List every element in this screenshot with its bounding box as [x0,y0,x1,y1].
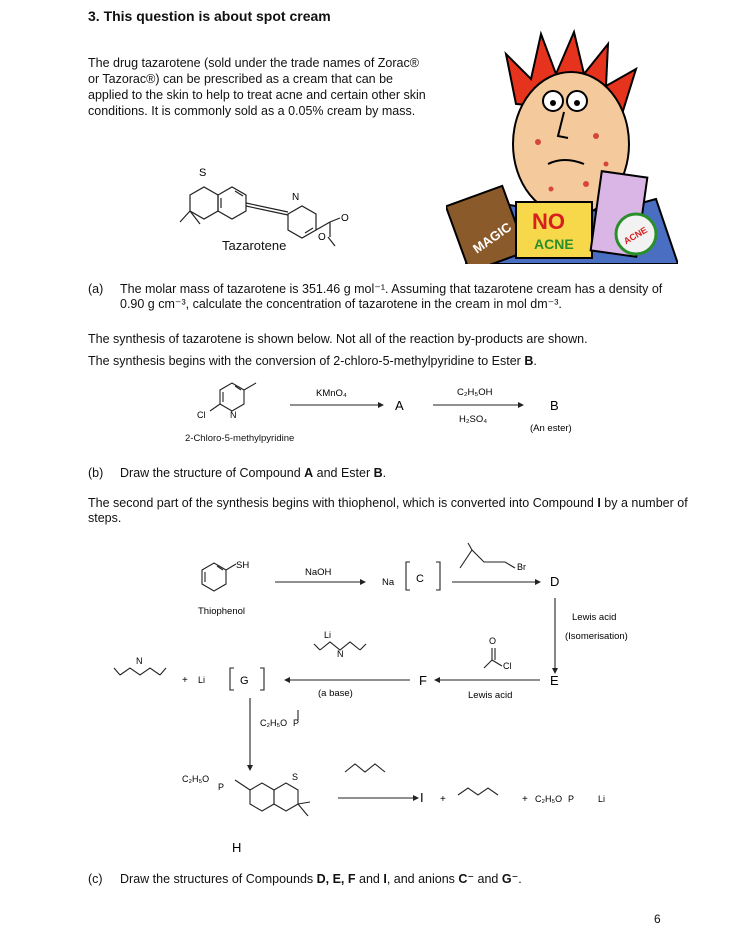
page-number: 6 [654,912,661,926]
nitrogen-atom-label: N [292,192,300,203]
scheme2-e: E [550,673,559,688]
scheme2-compound-h: H [232,840,242,855]
acne-cartoon [446,24,678,264]
scheme2-h-s: S [292,772,299,782]
synthesis-intro-2-b: B [524,354,534,368]
part-b-post: . [382,466,387,480]
scheme2-byproduct-c2h5o: C₂H₅O [535,794,563,804]
scheme2-h-c2h5o: C₂H₅O [182,774,210,784]
scheme2-f: F [419,673,427,688]
part-c-and2: and [474,872,502,886]
scheme2-lewis-acid: Lewis acid [572,612,617,623]
scheme2-g: G [240,675,249,687]
scheme2-byproduct-p: P [568,794,575,804]
scheme-2 [110,540,670,860]
scheme2-br: Br [517,562,526,572]
scheme1-start-label: 2-Chloro-5-methylpyridine [185,433,295,444]
second-part-post: by a number of steps. [88,496,688,525]
synthesis-intro-2-pre: The synthesis begins with the conversion of 2-chloro-5-methylpyridine to Ester [88,354,525,368]
part-c-and: and [355,872,384,886]
second-part-pre: The second part of the synthesis begins with thiophenol, which is converted into Compound [88,496,598,510]
part-a-letter: (a) [88,282,104,296]
part-c-post: . [518,872,522,886]
box-mid-text-2: ACNE [534,236,574,252]
scheme2-plus: + [182,675,188,686]
scheme2-d: D [550,574,560,589]
scheme2-compound-i: I [420,790,424,805]
scheme2-na: Na [382,577,395,588]
scheme2-byproduct-li: Li [598,794,606,804]
scheme2-plus-3: + [522,794,528,805]
scheme1-cl: Cl [197,410,206,420]
part-b-letter: (b) [88,466,104,480]
box-mid-text-1: NO [532,209,565,234]
part-c-list: D, E, F [316,872,356,886]
scheme2-o: O [489,636,497,646]
question-title: 3. This question is about spot cream [88,8,331,24]
part-b-pre: Draw the structure of Compound [120,466,305,480]
part-c-i: I [383,872,387,886]
second-part-i: I [597,496,601,510]
scheme1-n: N [230,410,237,420]
scheme1-reagent2-bottom: H₂SO₄ [459,414,488,425]
scheme2-plus-2: + [440,794,446,805]
scheme1-product-a: A [395,398,404,413]
part-c-mid: , and anions [386,872,459,886]
part-b-b: B [373,466,383,480]
scheme2-nh: N [136,656,143,666]
scheme2-c: C [416,573,424,585]
part-b-a: A [304,466,314,480]
scheme2-sh: SH [236,560,250,571]
sulfur-atom-label: S [199,167,207,179]
scheme1-reagent1: KMnO₄ [316,388,347,399]
scheme2-a-base: (a base) [318,688,353,699]
scheme2-phosphate-c2h5o: C₂H₅O [260,718,288,728]
box-left-text: MAGIC [470,219,515,257]
question-intro: The drug tazarotene (sold under the trade names of Zorac® or Tazorac®) can be prescribed as a cream that can be applied to the skin to help to treat acne and certain other skin conditions. It is commonly sold as a 0.05% cream by mass. [88,56,426,118]
part-b-text [120,466,386,481]
part-c-g: G⁻ [501,872,519,886]
oxygen-atom-label: O [341,213,349,224]
scheme2-thiophenol: Thiophenol [198,606,246,617]
scheme2-li-left: Li [198,675,206,685]
second-part-intro [88,496,688,526]
part-b-mid: and Ester [313,466,374,480]
part-a-text: The molar mass of tazarotene is 351.46 g mol⁻¹. Assuming that tazarotene cream has a density of 0.90 g cm⁻³, calculate the concentration of tazarotene in the cream in mol dm⁻³. [120,282,663,311]
scheme2-h-p: P [218,782,225,792]
part-c-letter: (c) [88,872,103,886]
box-right-text: ACNE [621,224,649,247]
synthesis-intro-2 [88,354,708,369]
part-c-text [120,872,522,887]
synthesis-intro-2-post: . [533,354,537,368]
scheme2-li: Li [324,630,332,640]
scheme2-phosphate-p: P [293,718,300,728]
tazarotene-label: Tazarotene [222,238,287,253]
scheme1-product-b-note: (An ester) [530,423,572,434]
scheme2-cl: Cl [503,661,512,671]
scheme1-product-b: B [550,398,559,413]
scheme2-isomerisation: (Isomerisation) [565,631,628,642]
synthesis-intro-1: The synthesis of tazarotene is shown below. Not all of the reaction by-products are shown. [88,332,588,346]
scheme2-n: N [337,649,344,659]
scheme1-reagent2-top: C₂H₅OH [457,387,493,398]
scheme2-naoh: NaOH [305,567,332,578]
part-c-pre: Draw the structures of Compounds [120,872,317,886]
part-c-c: C⁻ [458,872,475,886]
oxygen-atom-label-2: O [318,232,326,243]
scheme2-lewis-acid-2: Lewis acid [468,690,513,701]
